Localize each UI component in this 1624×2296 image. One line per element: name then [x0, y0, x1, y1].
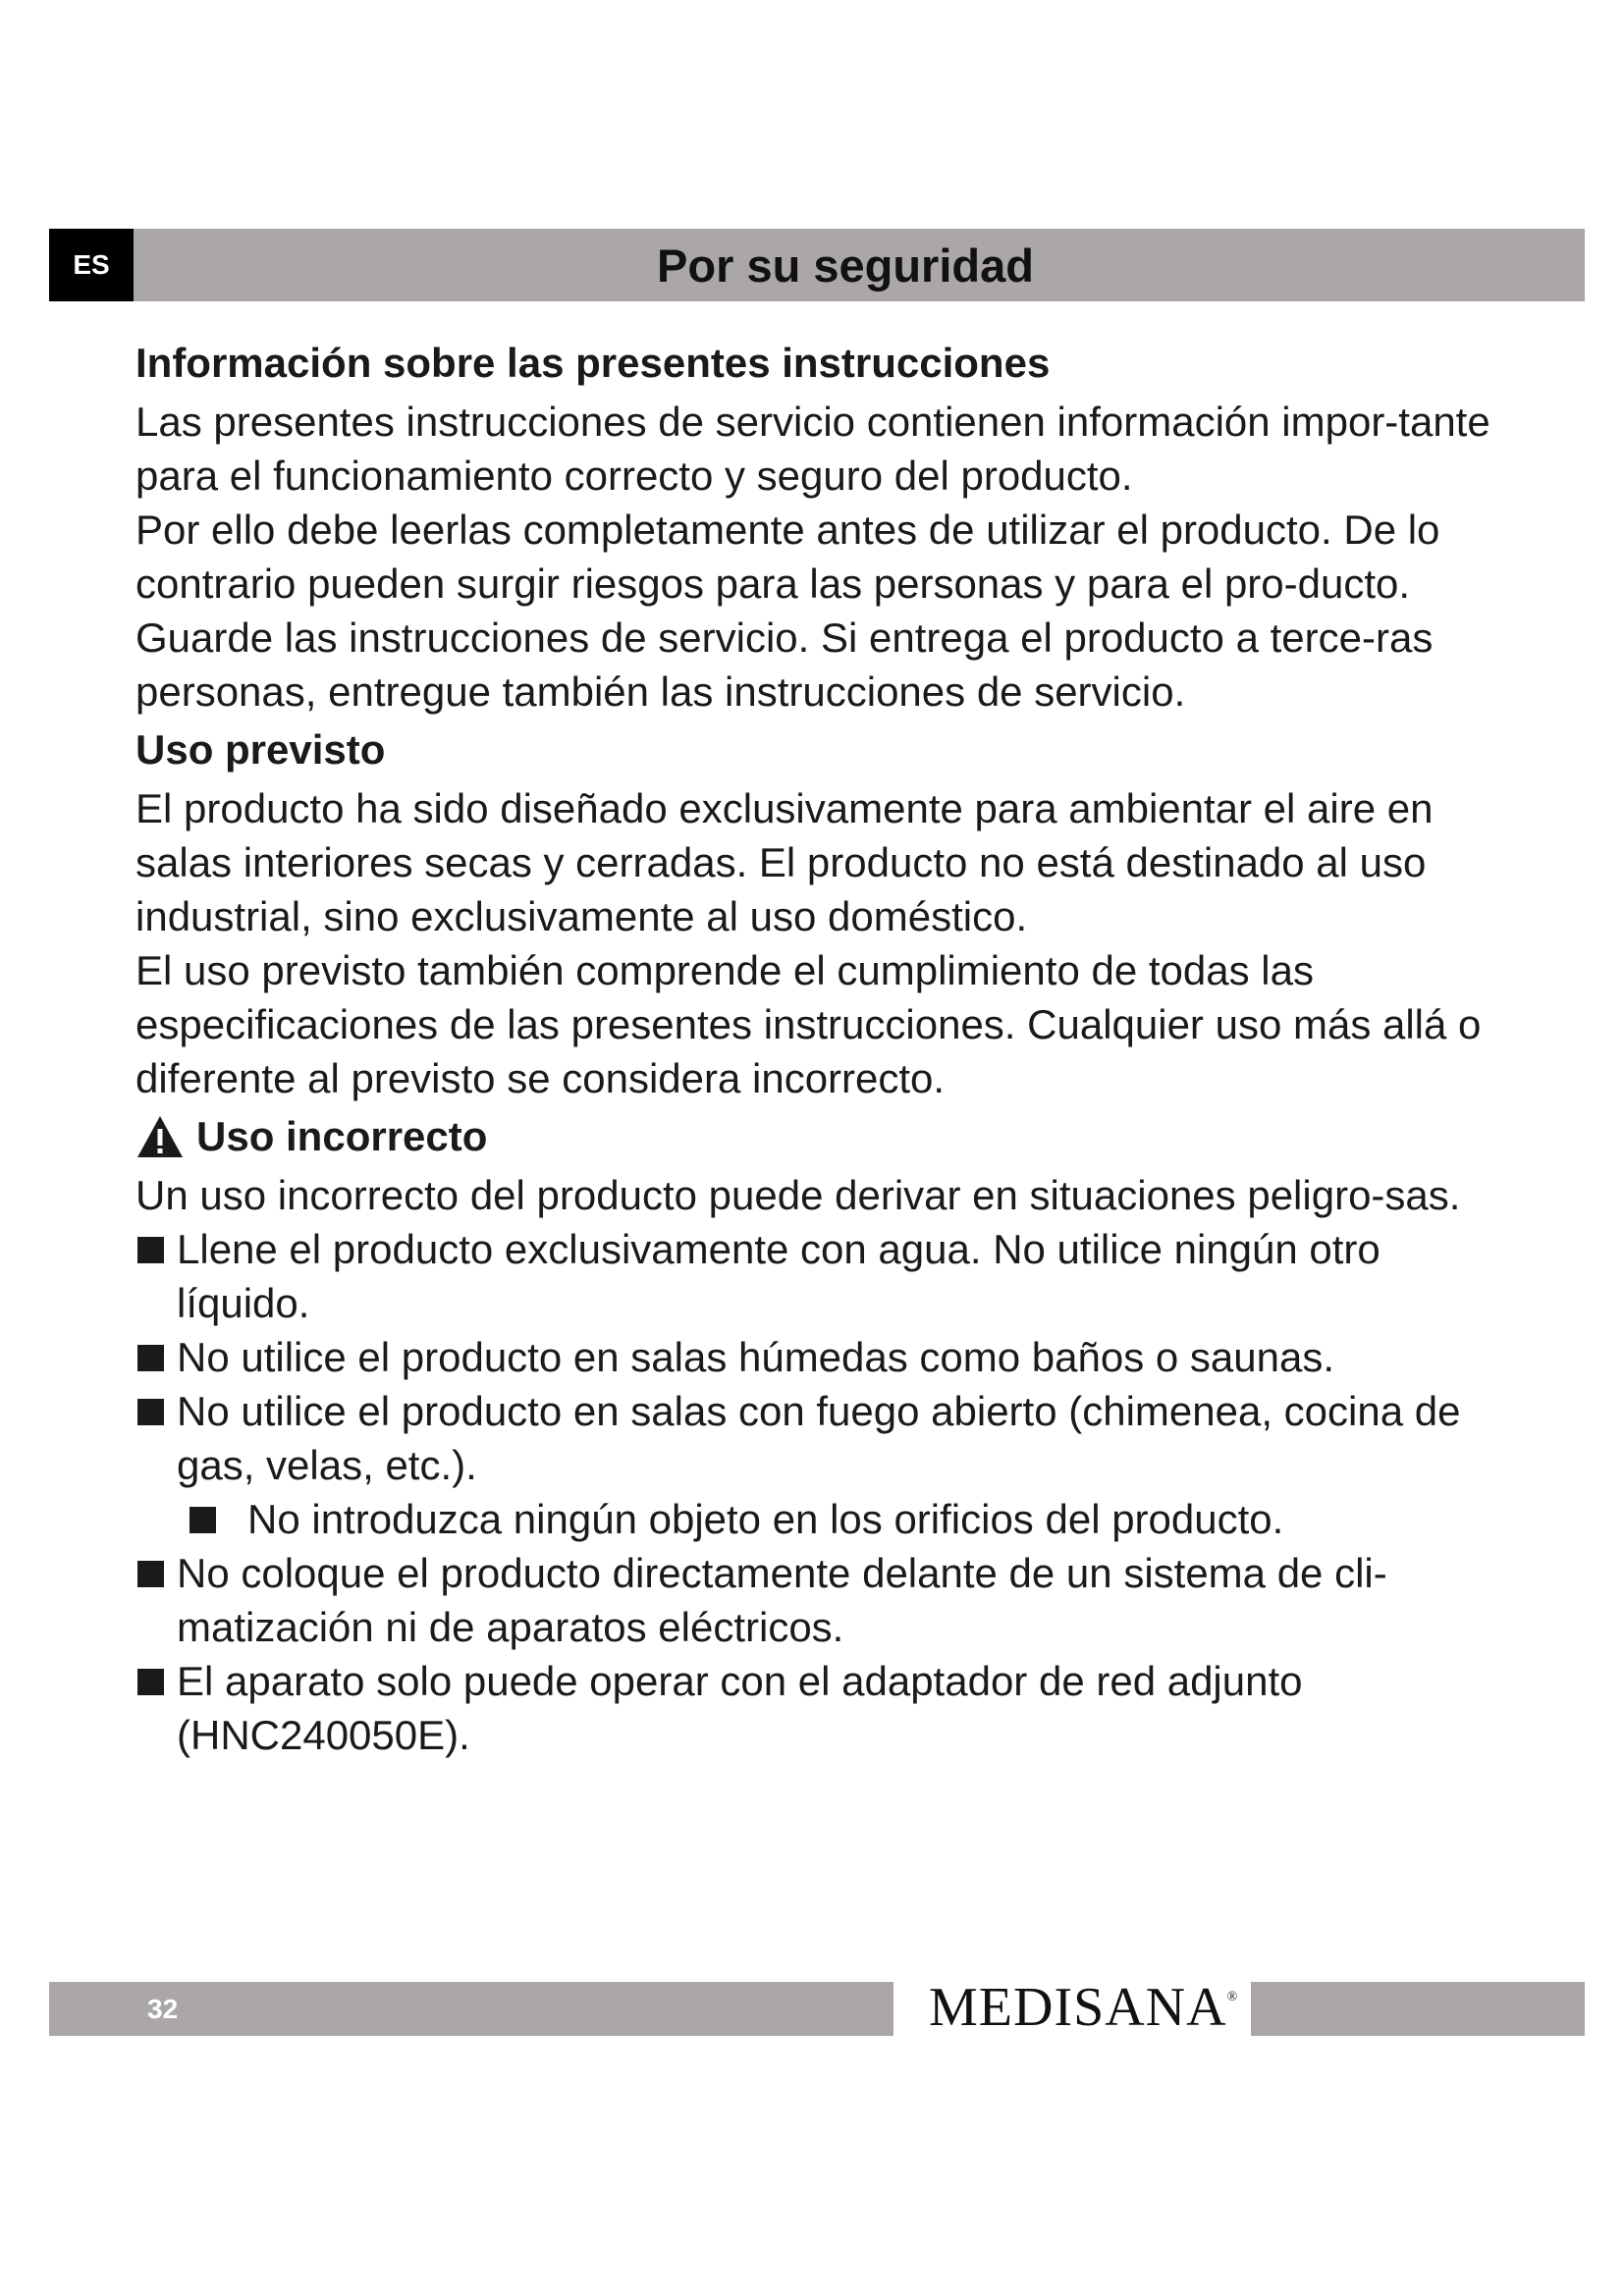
page-title: Por su seguridad [657, 239, 1034, 292]
footer-band-right [1251, 1982, 1585, 2036]
square-bullet-icon [189, 1507, 216, 1533]
list-item-text: No coloque el producto directamente delante de un sistema de cli-matización ni de aparatos eléctricos. [177, 1550, 1387, 1650]
square-bullet-icon [137, 1669, 164, 1695]
square-bullet-icon [137, 1345, 164, 1371]
section-heading-misuse [135, 1105, 1510, 1168]
list-item [135, 1546, 1510, 1654]
medisana-logo [929, 1976, 1238, 2045]
paragraph: Por ello debe leerlas completamente antes de utilizar el producto. De lo contrario pueden surgir riesgos para las personas y para el pro-ducto. [135, 507, 1440, 607]
list-item [135, 1492, 1510, 1546]
list-item [135, 1384, 1510, 1492]
list-item [135, 1330, 1510, 1384]
square-bullet-icon [137, 1237, 164, 1263]
list-item-text: Llene el producto exclusivamente con agua. No utilice ningún otro líquido. [177, 1226, 1380, 1326]
language-badge: ES [49, 229, 134, 301]
title-band [134, 229, 1585, 301]
warning-icon [135, 1114, 185, 1159]
square-bullet-icon [137, 1561, 164, 1587]
page-header [49, 229, 1585, 301]
paragraph: El producto ha sido diseñado exclusivamente para ambientar el aire en salas interiores secas y cerradas. El producto no está destinado al uso industrial, sino exclusivamente al uso doméstico. [135, 785, 1434, 939]
list-item-text: No utilice el producto en salas húmedas como baños o saunas. [177, 1334, 1335, 1380]
paragraph: Un uso incorrecto del producto puede derivar en situaciones peligro-sas. [135, 1172, 1461, 1218]
list-item [135, 1654, 1510, 1762]
square-bullet-icon [137, 1399, 164, 1425]
list-item-text: No utilice el producto en salas con fuego abierto (chimenea, cocina de gas, velas, etc.). [177, 1388, 1461, 1488]
paragraph: Las presentes instrucciones de servicio contienen información impor-tante para el funcionamiento correcto y seguro del producto. [135, 399, 1490, 499]
main-content [135, 332, 1510, 1762]
misuse-bullet-list [135, 1222, 1510, 1762]
footer-band-left [49, 1982, 893, 2036]
page-number: 32 [147, 1994, 179, 2024]
section-heading-info: Información sobre las presentes instrucciones [135, 340, 1051, 386]
logo-text: MEDISANA [929, 1977, 1227, 2038]
section-heading-intended-use: Uso previsto [135, 726, 386, 773]
paragraph: El uso previsto también comprende el cumplimiento de todas las especificaciones de las presentes instrucciones. Cualquier uso más allá o diferente al previsto se considera incorrecto. [135, 947, 1482, 1101]
registered-mark-icon: ® [1226, 1990, 1239, 2004]
page-footer [49, 1977, 1585, 2038]
misuse-heading-text: Uso incorrecto [196, 1113, 488, 1159]
list-item-text: El aparato solo puede operar con el adaptador de red adjunto (HNC240050E). [177, 1658, 1303, 1758]
paragraph: Guarde las instrucciones de servicio. Si entrega el producto a terce-ras personas, entregue también las instrucciones de servicio. [135, 614, 1434, 715]
list-item-text: No introduzca ningún objeto en los orificios del producto. [247, 1496, 1284, 1542]
list-item [135, 1222, 1510, 1330]
